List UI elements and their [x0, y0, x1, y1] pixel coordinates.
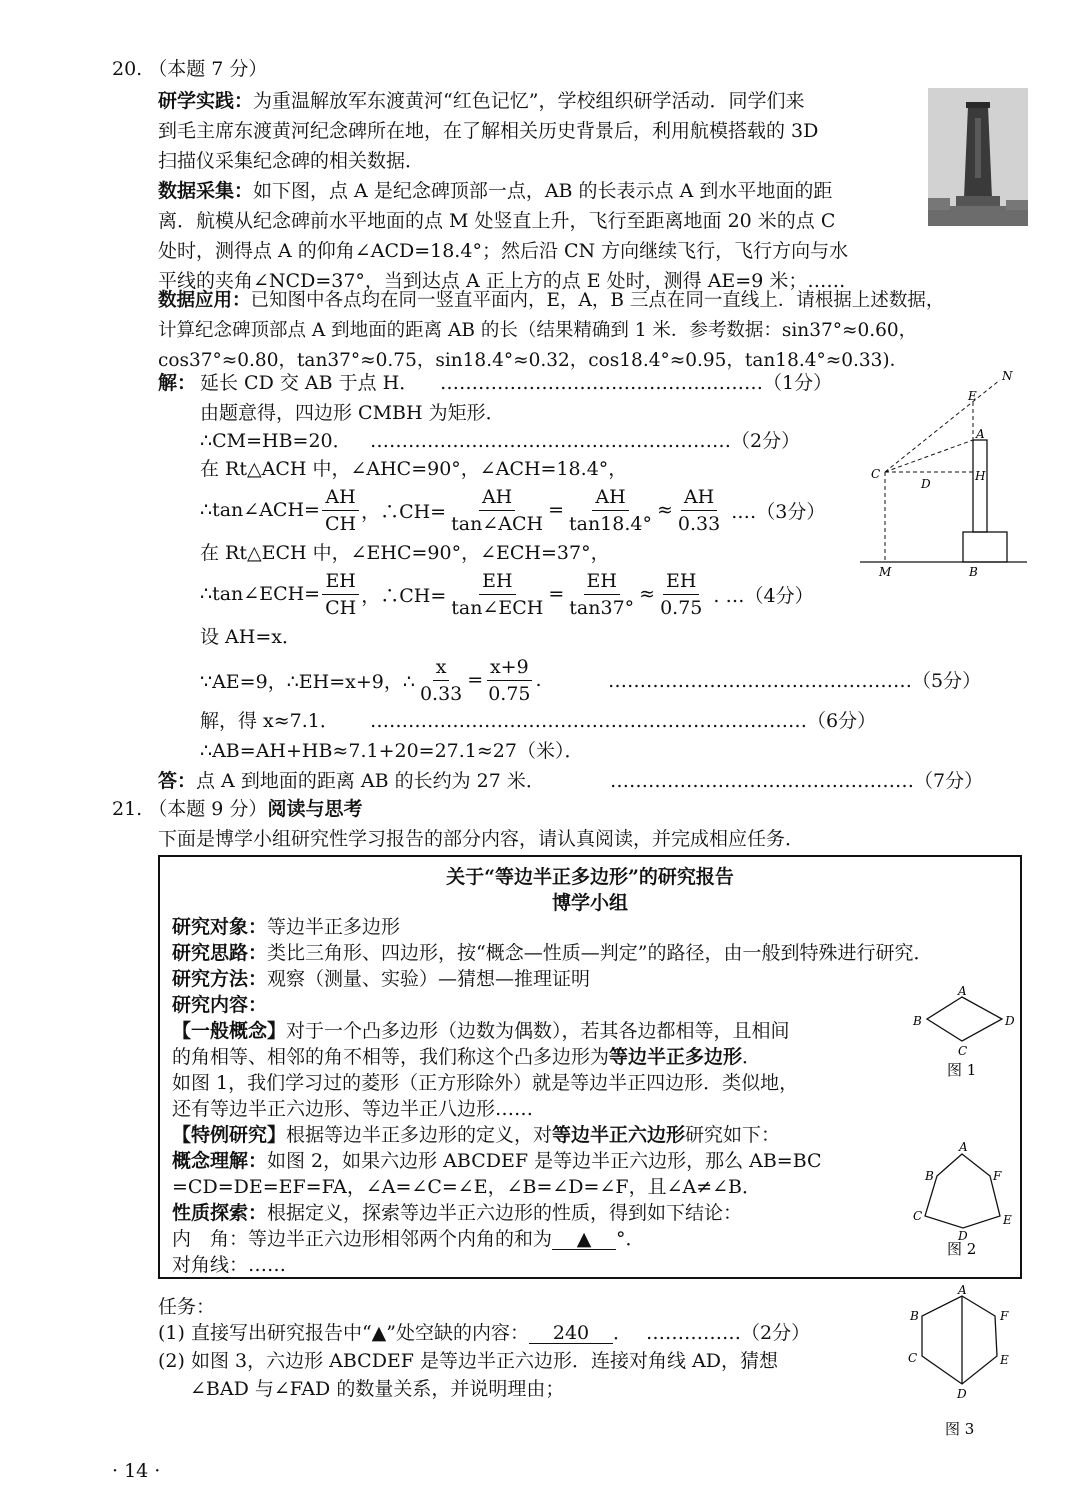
report-row10 — [172, 1152, 822, 1171]
q20-step9-points: …………………………………………（5分） — [608, 670, 982, 692]
formula-text: = — [548, 499, 564, 521]
report-row9 — [172, 1126, 780, 1145]
denominator: CH — [324, 512, 357, 535]
report-label: 研究方法： — [172, 968, 268, 990]
formula-text: ，∴CH= — [361, 584, 447, 607]
q20-step3: ∴CM=HB=20． — [200, 430, 352, 452]
numerator: EH — [663, 570, 699, 595]
fig3-caption: 图 3 — [945, 1420, 975, 1438]
fig2-label-A: A — [959, 1140, 968, 1154]
report-text: 内 角：等边半正六边形相邻两个内角的和为 — [172, 1228, 553, 1250]
fig3-label-D: D — [957, 1387, 967, 1401]
fig3-label-C: C — [908, 1351, 918, 1365]
fraction — [566, 486, 655, 535]
q20-line9: 计算纪念碑顶部点 A 到地面的距离 AB 的长（结果精确到 1 米．参考数据：sin37°≈0.60， — [158, 320, 918, 341]
report-row14: 对角线：…… — [172, 1254, 287, 1276]
q20-line8 — [158, 292, 944, 311]
report-term: 等边半正多边形 — [609, 1046, 743, 1068]
formula-text: ∴tan∠ACH= — [200, 499, 320, 521]
report-label: 【一般概念】 — [172, 1020, 287, 1042]
denominator: 0.75 — [660, 596, 703, 619]
report-text: 的角相等、相邻的角不相等，我们称这个凸多边形为 — [172, 1046, 610, 1068]
q21-intro: 下面是博学小组研究性学习报告的部分内容，请认真阅读，并完成相应任务． — [158, 828, 805, 850]
fig2-caption: 图 2 — [947, 1240, 977, 1258]
report-label: 概念理解： — [172, 1150, 268, 1172]
label-D: D — [921, 477, 931, 491]
numerator: AH — [322, 486, 358, 511]
q20-text: 如下图，点 A 是纪念碑顶部一点，AB 的长表示点 A 到水平地面的距 — [253, 180, 833, 202]
label-N: N — [1002, 369, 1013, 383]
formula-text: ∵AE=9，∴EH=x+9，∴ — [200, 670, 415, 693]
fraction — [448, 570, 546, 619]
numerator: EH — [322, 570, 358, 595]
formula-text: ∴tan∠ECH= — [200, 583, 321, 605]
report-text: ． — [742, 1046, 762, 1068]
report-label: 【特例研究】 — [172, 1124, 287, 1146]
report-text: 观察（测量、实验）—猜想—推理证明 — [267, 968, 591, 990]
report-text: °． — [616, 1228, 645, 1250]
numerator: x+9 — [487, 656, 532, 681]
q20-line6: 处时，测得点 A 的仰角∠ACD=18.4°；然后沿 CN 方向继续飞行，飞行方向与水 — [158, 240, 849, 262]
q20-step5-points: .…（3分） — [731, 500, 826, 523]
task1-answer: 240 — [529, 1324, 613, 1344]
report-row11: =CD=DE=EF=FA，∠A=∠C=∠E，∠B=∠D=∠F，且∠A≠∠B． — [172, 1176, 762, 1198]
report-text: 根据定义，探索等边半正六边形的性质，得到如下结论： — [267, 1202, 743, 1224]
label-A: A — [976, 427, 985, 441]
fig2-label-C: C — [913, 1209, 923, 1223]
q21-header — [112, 800, 362, 819]
report-row1 — [172, 918, 400, 937]
q20-line7: 平线的夹角∠NCD=37°，当到达点 A 正上方的点 E 处时，测得 AE=9 米；…… — [158, 270, 846, 292]
q20-step6: 在 Rt△ECH 中，∠EHC=90°，∠ECH=37°， — [200, 542, 610, 564]
q20-line3: 扫描仪采集纪念碑的相关数据． — [158, 150, 425, 172]
q20-step3-points: …………………………………………………（2分） — [370, 430, 801, 452]
q20-step7-points: . …（4分） — [713, 584, 814, 607]
fig1-label-D: D — [1005, 1014, 1015, 1028]
fig3-hexagon-diagram — [900, 1284, 1025, 1444]
q21-number: 21. — [112, 798, 143, 820]
fig2-label-E: E — [1003, 1213, 1012, 1227]
report-row8: 还有等边半正六边形、等边半正八边形…… — [172, 1098, 534, 1120]
formula-text: = — [467, 669, 484, 691]
task1 — [158, 1324, 810, 1344]
formula-text: ≈ — [657, 499, 673, 521]
denominator: tan18.4° — [568, 512, 652, 535]
q20-step11: ∴AB=AH+HB≈7.1+20=27.1≈27（米）． — [200, 740, 584, 762]
monument-photo — [928, 88, 1028, 226]
report-subtitle: 博学小组 — [551, 892, 628, 914]
q20-answer — [158, 772, 545, 791]
task2: (2) 如图 3，六边形 ABCDEF 是等边半正六边形．连接对角线 AD，猜想 — [158, 1350, 779, 1372]
fig2-hexagon-diagram — [905, 1138, 1020, 1258]
denominator: tan37° — [569, 596, 635, 619]
q20-step5 — [200, 484, 825, 536]
report-text: 研究如下： — [685, 1124, 781, 1146]
q20-answer-points: …………………………………………（7分） — [610, 770, 984, 792]
fraction — [675, 486, 723, 535]
report-text: 类比三角形、四边形，按“概念—性质—判定”的路径，由一般到特殊进行研究． — [267, 942, 933, 964]
q21-score: （本题 9 分） — [148, 798, 268, 820]
fig1-caption: 图 1 — [947, 1061, 977, 1077]
label-B: B — [969, 565, 978, 579]
q20-label-collect: 数据采集： — [158, 180, 254, 202]
fig2-label-B: B — [925, 1169, 934, 1183]
numerator: AH — [479, 486, 515, 511]
fig2-label-D: D — [958, 1229, 968, 1243]
numerator: EH — [584, 570, 620, 595]
report-text: 等边半正多边形 — [267, 916, 401, 938]
fraction — [322, 486, 359, 535]
report-text: 根据等边半正多边形的定义，对 — [286, 1124, 553, 1146]
q20-solution-label: 解： — [158, 372, 197, 394]
q20-label-apply: 数据应用： — [158, 290, 251, 311]
fraction — [485, 656, 533, 705]
fig1-label-B: B — [913, 1014, 922, 1028]
label-H: H — [975, 469, 986, 483]
q20-figure-diagram — [855, 368, 1035, 583]
label-E: E — [968, 389, 977, 403]
denominator: 0.33 — [419, 682, 463, 705]
report-row4: 研究内容： — [172, 994, 268, 1016]
report-row3 — [172, 970, 590, 989]
fig3-label-E: E — [1000, 1353, 1009, 1367]
report-row5 — [172, 1022, 790, 1041]
fig3-label-A: A — [958, 1284, 967, 1297]
task1-text: ． — [613, 1322, 633, 1344]
report-term: 等边半正六边形 — [552, 1124, 686, 1146]
q20-header — [112, 60, 267, 79]
q20-step1: 延长 CD 交 AB 于点 H． — [200, 372, 419, 394]
report-row2 — [172, 944, 932, 963]
fig3-label-B: B — [910, 1309, 919, 1323]
label-M: M — [879, 565, 892, 579]
q20-line1 — [158, 92, 804, 111]
q20-score: （本题 7 分） — [148, 58, 268, 80]
formula-text: = — [548, 583, 565, 605]
q20-label-research: 研学实践： — [158, 90, 254, 112]
numerator: x — [433, 656, 450, 681]
q20-line5: 离．航模从纪念碑前水平地面的点 M 处竖直上升，飞行至距离地面 20 米的点 C — [158, 210, 836, 232]
report-row7: 如图 1，我们学习过的菱形（正方形除外）就是等边半正四边形．类似地， — [172, 1072, 799, 1094]
report-label: 研究对象： — [172, 916, 268, 938]
q20-step7 — [200, 568, 814, 620]
report-row12 — [172, 1204, 742, 1223]
denominator: 0.33 — [677, 512, 721, 535]
answer-label: 答： — [158, 770, 197, 792]
task1-text: (1) 直接写出研究报告中“▲”处空缺的内容： — [158, 1322, 529, 1344]
report-row13 — [172, 1230, 645, 1250]
fig1-rhombus-diagram — [905, 985, 1020, 1077]
report-text: 如图 2，如果六边形 ABCDEF 是等边半正六边形，那么 AB=BC — [267, 1150, 822, 1172]
blank-triangle: ▲ — [552, 1230, 616, 1250]
formula-text: ≈ — [639, 583, 656, 605]
fraction — [322, 570, 359, 619]
q20-step10: 解，得 x≈7.1． — [200, 710, 339, 732]
denominator: CH — [325, 596, 357, 619]
task-label: 任务： — [158, 1296, 216, 1318]
report-text: 对于一个凸多边形（边数为偶数），若其各边都相等，且相间 — [286, 1020, 790, 1042]
fig1-label-C: C — [958, 1044, 968, 1058]
fraction — [448, 486, 546, 535]
q21-topic: 阅读与思考 — [267, 798, 363, 820]
task1-points: ……………（2分） — [646, 1322, 811, 1344]
formula-text: ，∴CH= — [361, 500, 447, 523]
task2-line2: ∠BAD 与∠FAD 的数量关系，并说明理由； — [190, 1378, 565, 1400]
q20-line4 — [158, 182, 832, 201]
q20-line2: 到毛主席东渡黄河纪念碑所在地，在了解相关历史背景后，利用航模搭载的 3D — [158, 120, 819, 142]
fig2-label-F: F — [993, 1169, 1002, 1183]
answer-text: 点 A 到地面的距离 AB 的长约为 27 米． — [196, 770, 545, 792]
denominator: 0.75 — [488, 682, 531, 705]
denominator: tan∠ACH — [451, 512, 544, 535]
q20-text: 为重温解放军东渡黄河“红色记忆”，学校组织研学活动．同学们来 — [253, 90, 805, 112]
report-label: 性质探索： — [172, 1202, 268, 1224]
numerator: AH — [681, 486, 717, 511]
q20-step10-points: ……………………………………………………………（6分） — [370, 710, 877, 732]
denominator: tan∠ECH — [451, 596, 544, 619]
q20-number: 20. — [112, 58, 143, 80]
q20-step1-points: ……………………………………………（1分） — [440, 372, 833, 394]
page-number: · 14 · — [112, 1460, 161, 1482]
label-C: C — [871, 467, 881, 481]
numerator: EH — [479, 570, 515, 595]
q20-text: 已知图中各点均在同一竖直平面内，E，A，B 三点在同一直线上．请根据上述数据， — [250, 290, 945, 311]
q20-step4: 在 Rt△ACH 中，∠AHC=90°，∠ACH=18.4°， — [200, 458, 628, 480]
q20-step8: 设 AH=x． — [200, 626, 301, 648]
q20-line10: cos37°≈0.80，tan37°≈0.75，sin18.4°≈0.32，cos18.4°≈0.95，tan18.4°≈0.33)． — [158, 350, 909, 371]
report-row6 — [172, 1048, 761, 1067]
fraction — [657, 570, 705, 619]
q20-step9 — [200, 654, 542, 706]
fraction — [417, 656, 465, 705]
report-title: 关于“等边半正多边形”的研究报告 — [446, 866, 734, 888]
formula-text: . — [535, 669, 542, 691]
fig3-label-F: F — [1000, 1309, 1009, 1323]
fraction — [566, 570, 637, 619]
numerator: AH — [592, 486, 628, 511]
report-label: 研究思路： — [172, 942, 268, 964]
q20-step2: 由题意得，四边形 CMBH 为矩形． — [200, 402, 505, 424]
fig1-label-A: A — [958, 985, 967, 998]
